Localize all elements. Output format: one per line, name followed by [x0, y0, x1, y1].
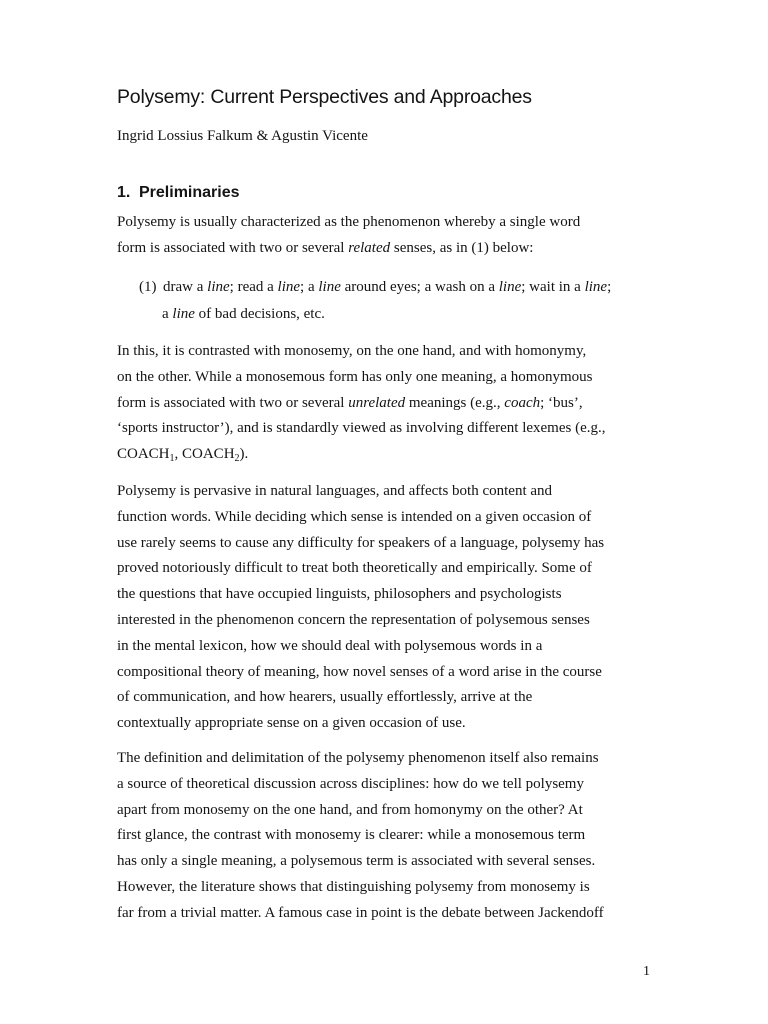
- paragraph-contrast: [117, 339, 657, 468]
- text-line: the questions that have occupied linguists, philosophers and psychologists: [117, 586, 562, 603]
- text-line: The definition and delimitation of the polysemy phenomenon itself also remains: [117, 750, 599, 766]
- text-run: COACH: [117, 446, 170, 463]
- emphasis-coach: coach: [504, 394, 541, 411]
- emphasis-line: line: [318, 279, 341, 295]
- text-line: Polysemy is usually characterized as the phenomenon whereby a single word: [117, 214, 581, 230]
- text-run: , COACH: [174, 446, 235, 463]
- text-run: ).: [239, 446, 249, 463]
- example-line: [139, 274, 659, 301]
- text-line: ‘sports instructor’), and is standardly viewed as involving different lexemes (e.g.,: [117, 420, 606, 437]
- section-number: 1.: [117, 184, 131, 201]
- text-run: ; wait in a: [521, 279, 585, 295]
- text-run: around eyes; a wash on a: [340, 279, 499, 295]
- section-heading: [117, 184, 240, 202]
- text-line: [117, 236, 657, 262]
- emphasis-line: line: [172, 305, 195, 322]
- text-line: contextually appropriate sense on a given occasion of use.: [117, 715, 466, 732]
- subscript: 1: [169, 453, 175, 465]
- text-line: function words. While deciding which sense is intended on a given occasion of: [117, 508, 592, 525]
- emphasis-unrelated: unrelated: [348, 394, 406, 411]
- paragraph-intro: [117, 210, 657, 262]
- subscript: 2: [234, 453, 240, 465]
- example-line: [139, 301, 659, 328]
- text-run: ;: [607, 279, 612, 295]
- text-line: proved notoriously difficult to treat both theoretically and empirically. Some of: [117, 560, 592, 577]
- text-line: first glance, the contrast with monosemy is clearer: while a monosemous term: [117, 827, 586, 844]
- text-line: a source of theoretical discussion across disciplines: how do we tell polysemy: [117, 775, 584, 792]
- paper-title: Polysemy: Current Perspectives and Approaches: [117, 86, 532, 108]
- text-run: form is associated with two or several: [117, 239, 349, 256]
- text-run: meanings (e.g.,: [405, 394, 505, 411]
- emphasis-related: related: [348, 239, 391, 256]
- page-number: 1: [643, 964, 650, 979]
- text-line: use rarely seems to cause any difficulty for speakers of a language, polysemy has: [117, 534, 605, 551]
- text-line: interested in the phenomenon concern the representation of polysemous senses: [117, 611, 590, 628]
- text-run: ; ‘bus’,: [540, 394, 583, 411]
- text-line: of communication, and how hearers, usually effortlessly, arrive at the: [117, 689, 533, 706]
- paragraph-definition: [117, 746, 657, 927]
- numbered-example: [139, 274, 659, 327]
- text-line: However, the literature shows that distinguishing polysemy from monosemy is: [117, 878, 590, 895]
- text-line: apart from monosemy on the one hand, and from homonymy on the other? At: [117, 801, 583, 818]
- text-run: senses, as in (1) below:: [390, 239, 534, 256]
- text-line: [117, 391, 657, 417]
- text-run: ; read a: [229, 279, 278, 295]
- example-label: (1): [139, 279, 157, 295]
- text-line: compositional theory of meaning, how novel senses of a word arise in the course: [117, 663, 602, 680]
- text-run: ; a: [300, 279, 319, 295]
- text-line: in the mental lexicon, how we should deal with polysemous words in a: [117, 637, 543, 654]
- text-run: form is associated with two or several: [117, 394, 349, 411]
- text-line: on the other. While a monosemous form has only one meaning, a homonymous: [117, 368, 593, 385]
- text-line: far from a trivial matter. A famous case in point is the debate between Jackendoff: [117, 904, 604, 921]
- section-title: Preliminaries: [139, 184, 240, 201]
- emphasis-line: line: [498, 279, 522, 295]
- text-line: [117, 442, 657, 468]
- text-line: In this, it is contrasted with monosemy, on the one hand, and with homonymy,: [117, 343, 587, 359]
- emphasis-line: line: [277, 279, 301, 295]
- text-run: a: [162, 305, 173, 322]
- text-run: draw a: [163, 279, 208, 295]
- text-line: Polysemy is pervasive in natural languages, and affects both content and: [117, 483, 553, 499]
- emphasis-line: line: [207, 279, 230, 295]
- text-run: of bad decisions, etc.: [194, 305, 325, 322]
- paragraph-pervasive: [117, 479, 657, 737]
- author-line: Ingrid Lossius Falkum & Agustin Vicente: [117, 128, 368, 144]
- text-line: has only a single meaning, a polysemous term is associated with several senses.: [117, 853, 596, 870]
- emphasis-line: line: [584, 279, 608, 295]
